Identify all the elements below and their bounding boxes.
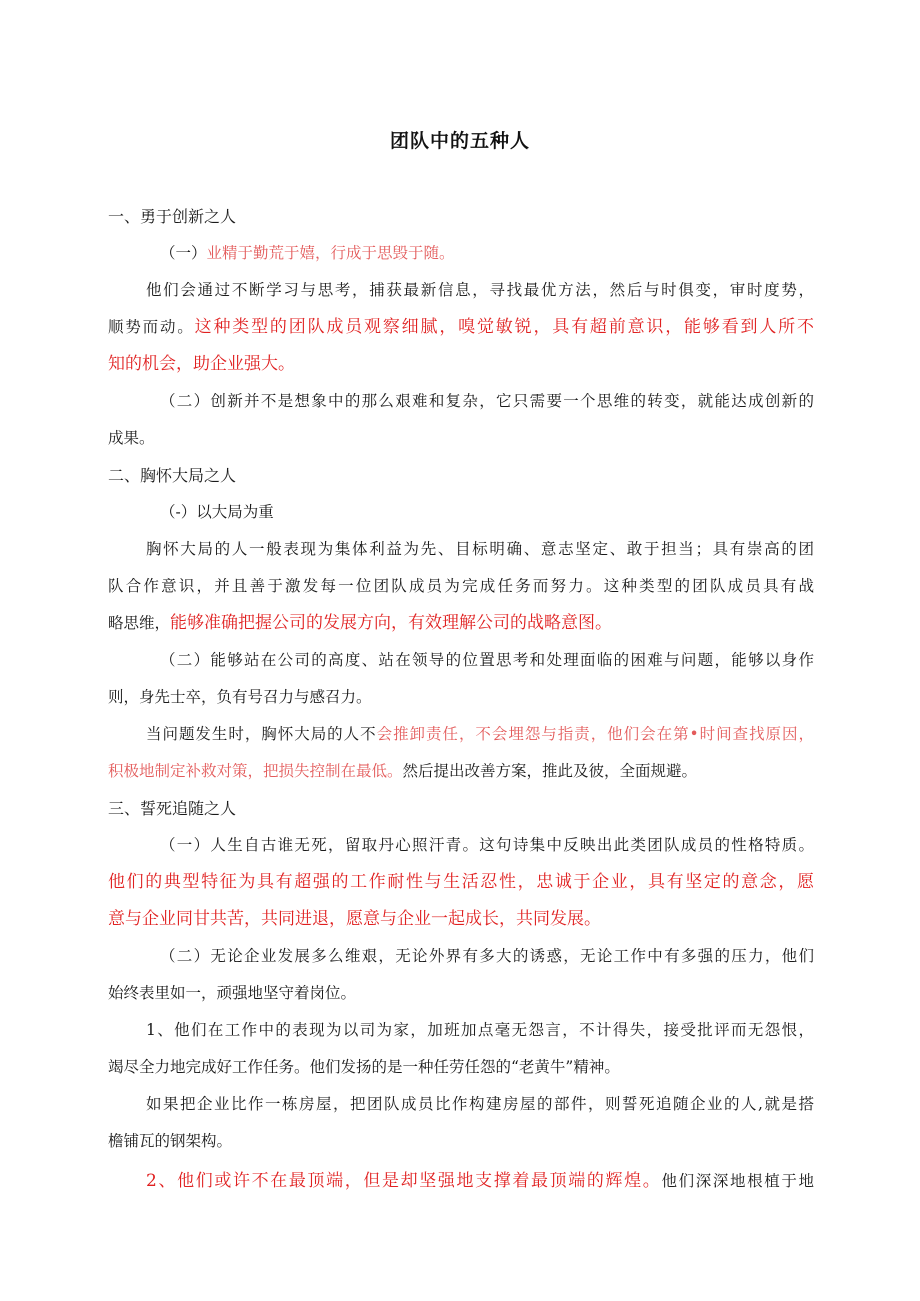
red-text: 这种类型的团队成员观察细腻，嗅觉敏锐，具有超前意识，能够看到人所不 <box>194 317 814 337</box>
paragraph-line: 如果把企业比作一栋房屋，把团队成员比作构建房屋的部件，则誓死追随企业的人,就是搭 <box>146 1095 814 1113</box>
subheading-2-1: （-）以大局为重 <box>160 503 274 521</box>
black-text: 略思维， <box>108 614 171 632</box>
paragraph-line <box>146 1163 814 1200</box>
section-heading-2 <box>108 457 814 494</box>
paragraph-line: （二）无论企业发展多么维艰，无论外界有多大的诱惑，无论工作中有多强的压力，他们 <box>160 947 814 965</box>
paragraph-line <box>108 901 814 938</box>
paragraph-line: 竭尽全力地完成好工作任务。他们发扬的是一种任劳任怨的“老黄牛”精神。 <box>108 1058 620 1076</box>
paragraph-line <box>108 753 814 790</box>
red-text: 2、他们或许不在最顶端，但是却坚强地支撑着最顶端的辉煌。 <box>146 1171 662 1191</box>
paragraph-line: 则，身先士卒，负有号召力与感召力。 <box>108 688 372 706</box>
paragraph-line: 1、他们在工作中的表现为以司为家，加班加点毫无怨言，不计得失，接受批评而无怨恨， <box>146 1021 814 1039</box>
red-text: 意与企业同甘共苦，共同进退，愿意与企业一起成长，共同发展。 <box>108 909 601 929</box>
paragraph-line <box>108 346 814 383</box>
paragraph-line: 他们会通过不断学习与思考，捕获最新信息，寻找最优方法，然后与时俱变，审时度势， <box>146 281 814 299</box>
paragraph-line: 始终表里如一，顽强地坚守着岗位。 <box>108 984 357 1002</box>
red-text: 他们的典型特征为具有超强的工作耐性与生活忍性，忠诚于企业，具有坚定的意念，愿 <box>108 872 814 892</box>
paragraph-line: 成果。 <box>108 429 155 447</box>
paragraph-line: （一）人生自古谁无死，留取丹心照汗青。这句诗集中反映出此类团队成员的性格特质。 <box>160 836 814 854</box>
red-text: 知的机会，助企业强大。 <box>108 354 295 374</box>
heading-text: 二、胸怀大局之人 <box>108 466 237 485</box>
paragraph-line <box>108 309 814 346</box>
paragraph-line: （二）创新并不是想象中的那么艰难和复杂，它只需要一个思维的转变，就能达成创新的 <box>160 392 814 410</box>
red-text: 业精于勤荒于嬉，行成于思毁于随。 <box>206 244 455 262</box>
black-text: 顺势而动。 <box>108 318 195 336</box>
section-heading-1 <box>108 198 814 235</box>
red-text: 能够准确把握公司的发展方向，有效理解公司的战略意图。 <box>170 613 613 633</box>
black-text: 然后提出改善方案，推此及彼，全面规避。 <box>402 762 698 780</box>
heading-text: 三、誓死追随之人 <box>108 799 237 818</box>
section-heading-3 <box>108 790 814 827</box>
heading-text: 一、勇于创新之人 <box>108 207 237 226</box>
red-text: 积极地制定补救对策，把损失控制在最低。 <box>108 762 403 780</box>
paragraph-line: 队合作意识，并且善于激发每一位团队成员为完成任务而努力。这种类型的团队成员具有战 <box>108 577 814 595</box>
black-text: 当问题发生时，胸怀大局的人不 <box>146 725 377 743</box>
paragraph-line: （二）能够站在公司的高度、站在领导的位置思考和处理面临的困难与问题，能够以身作 <box>160 651 814 669</box>
sub-prefix: （一） <box>160 244 207 262</box>
paragraph-line <box>108 864 814 901</box>
paragraph-line <box>108 605 814 642</box>
document-title: 团队中的五种人 <box>389 130 530 152</box>
subheading-1-1 <box>108 235 814 272</box>
paragraph-line <box>146 716 814 753</box>
paragraph-line: 檐铺瓦的钢架构。 <box>108 1132 233 1150</box>
red-text: 会推卸责任，不会埋怨与指责，他们会在第•时间查找原因， <box>376 725 814 743</box>
paragraph-line: 胸怀大局的人一般表现为集体利益为先、目标明确、意志坚定、敢于担当；具有崇高的团 <box>146 540 814 558</box>
black-text: 他们深深地根植于地 <box>661 1172 814 1190</box>
